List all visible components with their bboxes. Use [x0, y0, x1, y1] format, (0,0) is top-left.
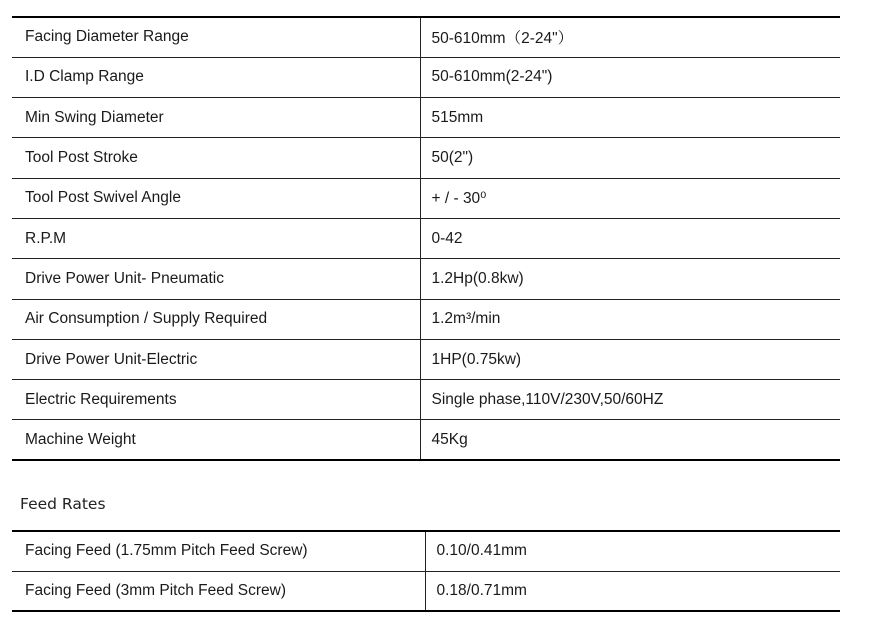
spec-value: + / - 30⁰ [420, 178, 840, 218]
feed-value: 0.18/0.71mm [425, 571, 840, 611]
table-row [12, 299, 840, 339]
table-row [12, 138, 840, 178]
spec-label: Drive Power Unit-Electric [12, 339, 420, 379]
spec-value: Single phase,110V/230V,50/60HZ [420, 380, 840, 420]
table-row [12, 98, 840, 138]
feed-value: 0.10/0.41mm [425, 531, 840, 571]
feed-rates-heading: Feed Rates [20, 495, 106, 513]
table-row [12, 571, 840, 611]
spec-label: Drive Power Unit- Pneumatic [12, 259, 420, 299]
spec-value: 1HP(0.75kw) [420, 339, 840, 379]
spec-label: R.P.M [12, 218, 420, 258]
spec-label: Air Consumption / Supply Required [12, 299, 420, 339]
table-row [12, 531, 840, 571]
spec-value: 50-610mm（2-24"） [420, 17, 840, 57]
spec-label: Tool Post Swivel Angle [12, 178, 420, 218]
spec-label: I.D Clamp Range [12, 57, 420, 97]
table-row [12, 259, 840, 299]
spec-value: 50-610mm(2-24") [420, 57, 840, 97]
table-row [12, 380, 840, 420]
spec-label: Electric Requirements [12, 380, 420, 420]
table-row [12, 57, 840, 97]
table-row [12, 17, 840, 57]
feed-label: Facing Feed (1.75mm Pitch Feed Screw) [12, 531, 425, 571]
spec-value: 1.2Hp(0.8kw) [420, 259, 840, 299]
spec-value: 515mm [420, 98, 840, 138]
specifications-table [12, 16, 840, 461]
spec-label: Min Swing Diameter [12, 98, 420, 138]
table-row [12, 178, 840, 218]
spec-label: Tool Post Stroke [12, 138, 420, 178]
feed-label: Facing Feed (3mm Pitch Feed Screw) [25, 581, 287, 599]
spec-value: 45Kg [420, 420, 840, 460]
spec-label: Facing Diameter Range [12, 17, 420, 57]
spec-value: 0-42 [420, 218, 840, 258]
spec-value: 50(2") [420, 138, 840, 178]
spec-label: Machine Weight [25, 430, 136, 448]
feed-rates-table [12, 530, 840, 612]
spec-value: 1.2m³/min [420, 299, 840, 339]
table-row [12, 339, 840, 379]
table-row [12, 420, 840, 460]
table-row [12, 218, 840, 258]
